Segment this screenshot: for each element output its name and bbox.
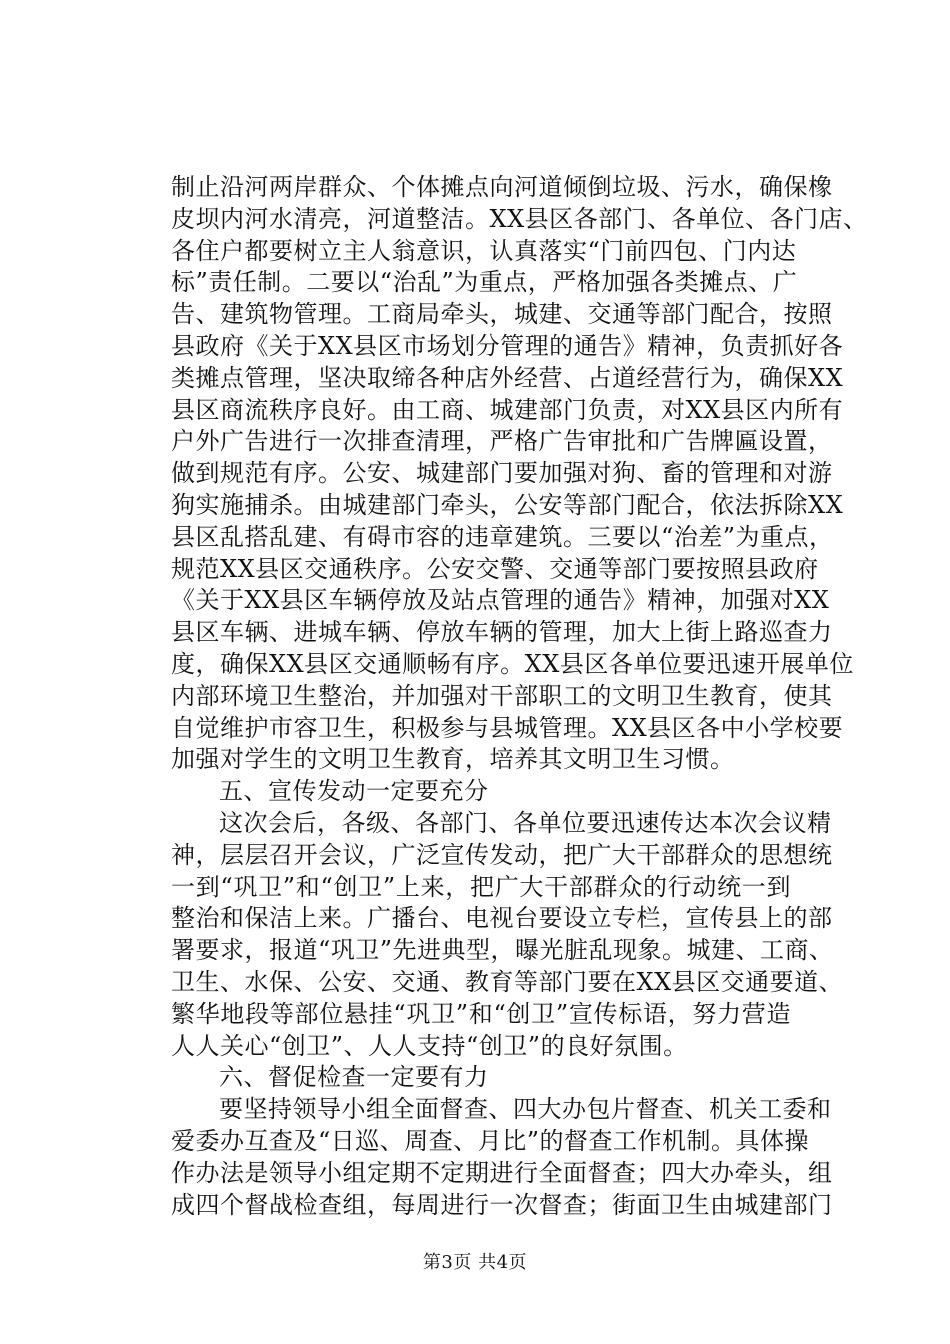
paragraph-line: 皮坝内河水清亮，河道整洁。XX县区各部门、各单位、各门店、	[171, 204, 868, 233]
paragraph-line: 内部环境卫生整治，并加强对干部职工的文明卫生教育，使其	[171, 681, 833, 710]
paragraph-line: 制止沿河两岸群众、个体摊点向河道倾倒垃圾、污水，确保橡	[171, 173, 833, 201]
paragraph-line: 各住户都要树立主人翁意识，认真落实“门前四包、门内达	[171, 236, 797, 265]
paragraph-line: 规范XX县区交通秩序。公安交警、交通等部门要按照县政府	[171, 554, 819, 583]
paragraph-line: 人人关心“创卫”、人人支持“创卫”的良好氛围。	[171, 1031, 688, 1060]
paragraph-line: 整治和保洁上来。广播台、电视台要设立专栏，宣传县上的部	[171, 904, 833, 933]
paragraph-line: 县区乱搭乱建、有碍市容的违章建筑。三要以“治差”为重点，	[171, 522, 834, 551]
paragraph-line: 县区商流秩序良好。由工商、城建部门负责，对XX县区内所有	[171, 395, 844, 424]
page-footer: 第3页 共4页	[422, 1252, 528, 1273]
paragraph-line: 告、建筑物管理。工商局牵头，城建、交通等部门配合，按照	[171, 300, 833, 329]
paragraph-line: 加强对学生的文明卫生教育，培养其文明卫生习惯。	[171, 745, 735, 774]
section-heading: 五、宣传发动一定要充分	[219, 777, 489, 806]
section-heading: 六、督促检查一定要有力	[219, 1063, 489, 1092]
paragraph-line: 署要求，报道“巩卫”先进典型，曝光脏乱现象。城建、工商、	[171, 936, 834, 965]
paragraph-line: 作办法是领导小组定期不定期进行全面督查；四大办牵头，组	[171, 1158, 833, 1187]
paragraph-line: 度，确保XX县区交通顺畅有序。XX县区各单位要迅速开展单位	[171, 649, 854, 678]
paragraph-line: 卫生、水保、公安、交通、教育等部门要在XX县区交通要道、	[171, 967, 844, 996]
paragraph-line: 做到规范有序。公安、城建部门要加强对狗、畜的管理和对游	[171, 459, 833, 488]
paragraph-line: 《关于XX县区车辆停放及站点管理的通告》精神，加强对XX	[171, 586, 830, 615]
paragraph-line: 户外广告进行一次排查清理，严格广告审批和广告牌匾设置，	[171, 427, 833, 456]
paragraph-line: 标”责任制。二要以“治乱”为重点，严格加强各类摊点、广	[171, 268, 798, 297]
paragraph-line: 一到“巩卫”和“创卫”上来，把广大干部群众的行动统一到	[171, 872, 791, 901]
paragraph-line: 要坚持领导小组全面督查、四大办包片督查、机关工委和	[219, 1095, 832, 1124]
paragraph-line: 类摊点管理，坚决取缔各种店外经营、占道经营行为，确保XX	[171, 363, 844, 392]
paragraph-line: 神，层层召开会议，广泛宣传发动，把广大干部群众的思想统	[171, 840, 833, 869]
paragraph-line: 狗实施捕杀。由城建部门牵头，公安等部门配合，依法拆除XX	[171, 490, 844, 519]
paragraph-line: 爱委办互查及“日巡、周查、月比”的督查工作机制。具体操	[171, 1126, 810, 1155]
document-body	[171, 172, 868, 1221]
paragraph-line: 这次会后，各级、各部门、各单位要迅速传达本次会议精	[219, 808, 832, 837]
paragraph-line: 县区车辆、进城车辆、停放车辆的管理，加大上街上路巡查力	[171, 618, 833, 647]
paragraph-line: 自觉维护市容卫生，积极参与县城管理。XX县区各中小学校要	[171, 713, 844, 742]
paragraph-line: 繁华地段等部位悬挂“巩卫”和“创卫”宣传标语，努力营造	[171, 999, 791, 1028]
paragraph-line: 县政府《关于XX县区市场划分管理的通告》精神，负责抓好各	[171, 331, 844, 360]
paragraph-line: 成四个督战检查组，每周进行一次督查；街面卫生由城建部门	[171, 1190, 833, 1219]
